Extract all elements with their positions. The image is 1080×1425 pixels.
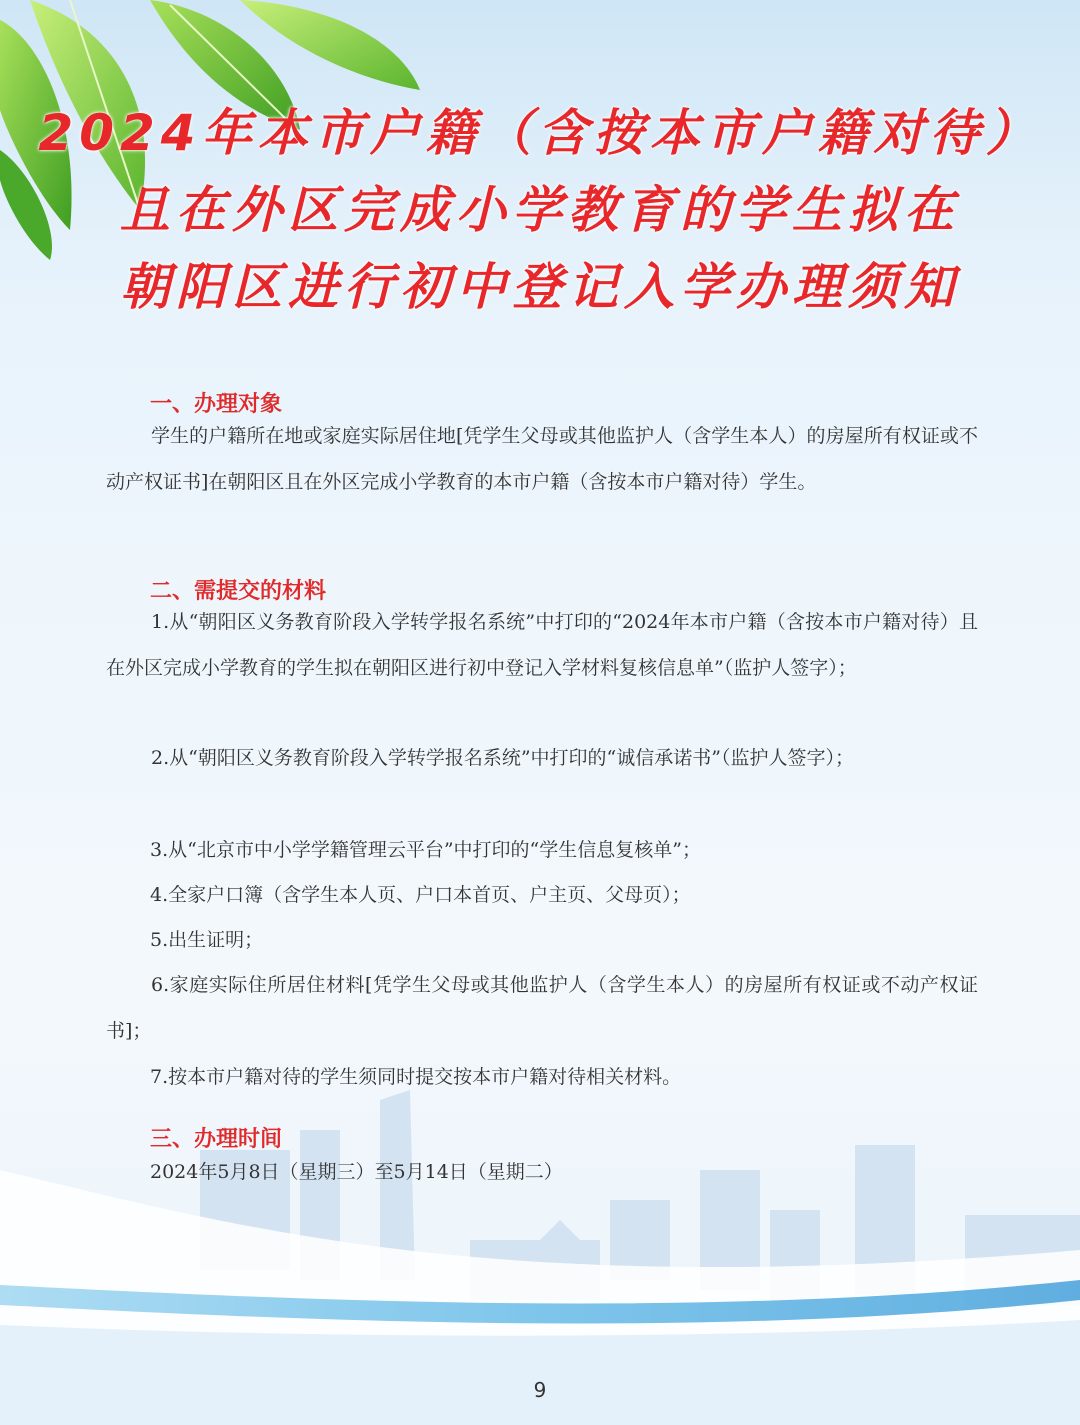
title-line-2: 且在外区完成小学教育的学生拟在 [120, 181, 960, 239]
title-line-3: 朝阳区进行初中登记入学办理须知 [120, 258, 960, 316]
materials-item-1: 1.从“朝阳区义务教育阶段入学转学报名系统”中打印的“2024年本市户籍（含按本市户籍对待）且在外区完成小学教育的学生拟在朝阳区进行初中登记入学材料复核信息单”（监护人签字）； [106, 611, 978, 679]
section-2-heading: 二、需提交的材料 [150, 579, 327, 604]
materials-item-2: 2.从“朝阳区义务教育阶段入学转学报名系统”中打印的“诚信承诺书”（监护人签字）； [151, 747, 854, 769]
materials-item-6: 6.家庭实际住所居住材料[凭学生父母或其他监护人（含学生本人）的房屋所有权证或不动产权证书]； [106, 974, 978, 1042]
section-1-heading: 一、办理对象 [150, 392, 283, 417]
materials-item-5: 5.出生证明； [150, 929, 264, 951]
section-3-heading: 三、办理时间 [150, 1127, 283, 1152]
materials-item-4: 4.全家户口簿（含学生本人页、户口本首页、户主页、父母页）； [150, 884, 691, 906]
page-number: 9 [533, 1378, 547, 1402]
materials-item-3: 3.从“北京市中小学学籍管理云平台”中打印的“学生信息复核单”； [150, 839, 701, 861]
section-3-text: 2024年5月8日（星期三）至5月14日（星期二） [150, 1161, 563, 1183]
title-line-1: 2024年本市户籍（含按本市户籍对待） [38, 104, 1042, 162]
materials-item-7: 7.按本市户籍对待的学生须同时提交按本市户籍对待相关材料。 [150, 1066, 682, 1088]
section-1-text: 学生的户籍所在地或家庭实际居住地[凭学生父母或其他监护人（含学生本人）的房屋所有权证或不动产权证书]在朝阳区且在外区完成小学教育的本市户籍（含按本市户籍对待）学生。 [106, 425, 978, 493]
